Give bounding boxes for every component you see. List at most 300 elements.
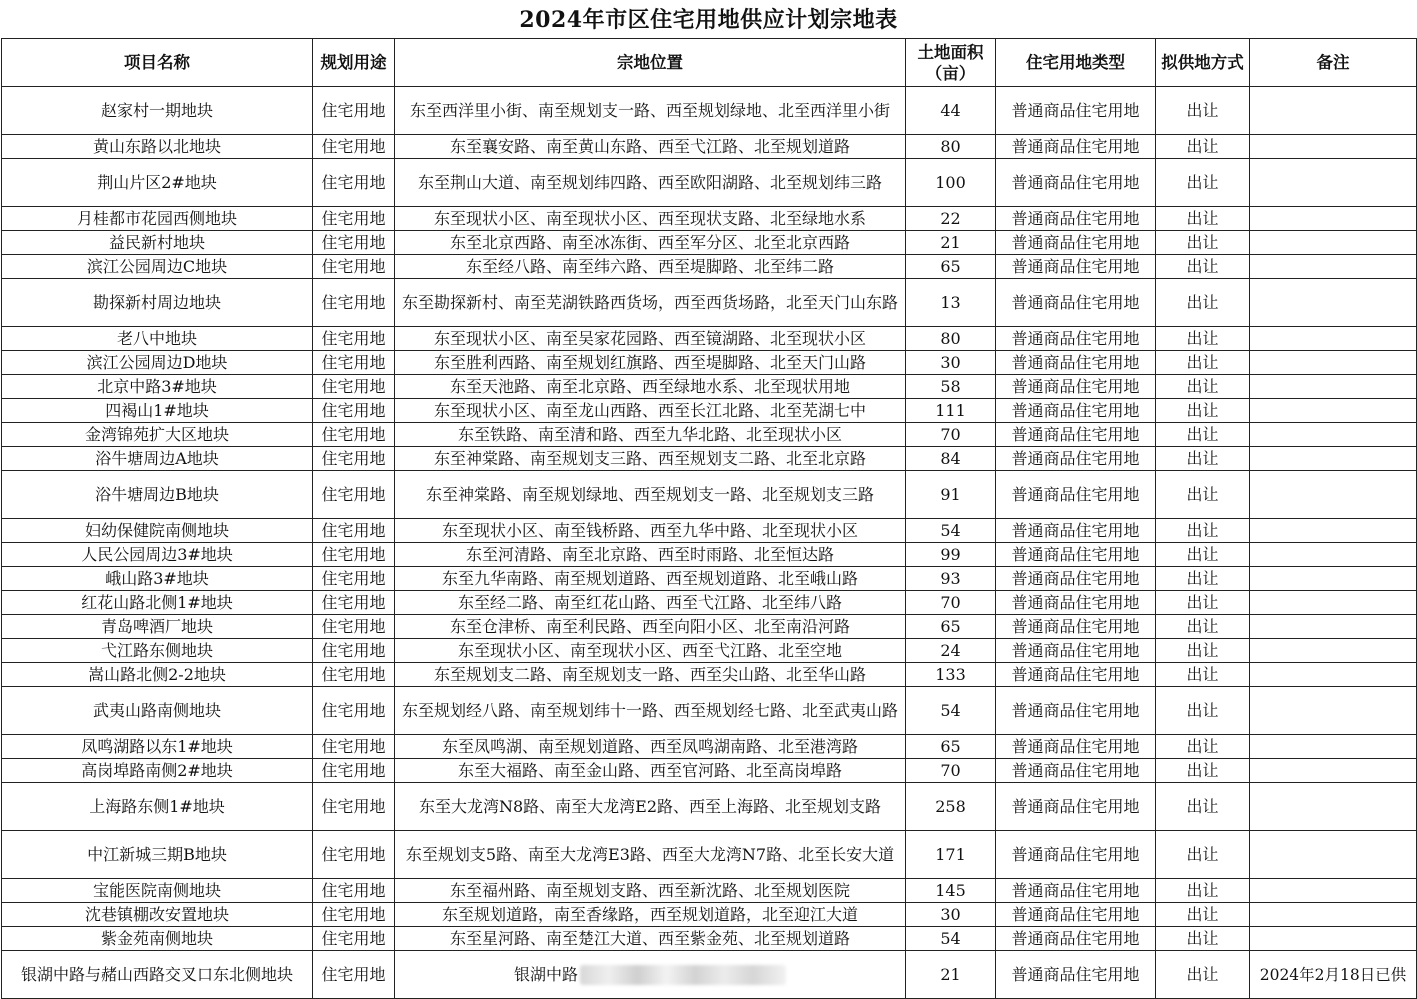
planned-use-text: 住宅用地: [321, 256, 386, 276]
land-area-cell: [906, 951, 996, 999]
table-row: [2, 255, 1417, 279]
supply-method-cell: [1156, 903, 1250, 927]
table-row: [2, 135, 1417, 159]
location-text: 东至大龙湾N8路、南至大龙湾E2路、西至上海路、北至规划支路: [418, 796, 882, 816]
location-cell: [395, 471, 906, 519]
planned-use-text: 住宅用地: [321, 544, 386, 564]
housing-type-cell: [996, 759, 1156, 783]
housing-type-cell: [996, 423, 1156, 447]
supply-method-text: 出让: [1186, 520, 1219, 540]
planned-use-cell: [313, 879, 395, 903]
project-name-text: 凤鸣湖路以东1#地块: [81, 736, 233, 756]
housing-type-text: 普通商品住宅用地: [1011, 928, 1140, 948]
planned-use-text: 住宅用地: [321, 928, 386, 948]
planned-use-cell: [313, 399, 395, 423]
remark-cell: [1250, 423, 1417, 447]
housing-type-text: 普通商品住宅用地: [1011, 400, 1140, 420]
supply-method-cell: [1156, 879, 1250, 903]
project-name-text: 四褐山1#地块: [105, 400, 209, 420]
land-area-cell: [906, 831, 996, 879]
location-text: 东至现状小区、南至钱桥路、西至九华中路、北至现状小区: [441, 520, 858, 540]
land-area-cell: [906, 639, 996, 663]
planned-use-cell: [313, 327, 395, 351]
planned-use-text: 住宅用地: [321, 964, 386, 984]
location-text: 东至福州路、南至规划支路、西至新沈路、北至规划医院: [449, 880, 850, 900]
land-area-text: 65: [940, 616, 961, 636]
project-name-text: 荆山片区2#地块: [97, 172, 217, 192]
planned-use-text: 住宅用地: [321, 736, 386, 756]
land-area-cell: [906, 231, 996, 255]
location-text: 东至经二路、南至红花山路、西至弋江路、北至纬八路: [457, 592, 842, 612]
supply-method-cell: [1156, 759, 1250, 783]
land-area-text: 133: [935, 664, 966, 684]
land-area-text: 80: [940, 328, 961, 348]
planned-use-text: 住宅用地: [321, 880, 386, 900]
land-area-cell: [906, 567, 996, 591]
location-cell: [395, 327, 906, 351]
location-cell: [395, 663, 906, 687]
table-row: [2, 879, 1417, 903]
project-name-text: 峨山路3#地块: [105, 568, 209, 588]
land-area-text: 100: [935, 172, 966, 192]
planned-use-cell: [313, 279, 395, 327]
remark-cell: [1250, 879, 1417, 903]
table-row: [2, 207, 1417, 231]
land-area-text: 21: [940, 232, 961, 252]
land-area-text: 171: [935, 844, 966, 864]
project-name-cell: [2, 567, 313, 591]
supply-method-text: 出让: [1186, 796, 1219, 816]
planned-use-cell: [313, 663, 395, 687]
housing-type-cell: [996, 87, 1156, 135]
location-cell: [395, 447, 906, 471]
supply-method-text: 出让: [1186, 328, 1219, 348]
planned-use-text: 住宅用地: [321, 172, 386, 192]
location-text: 东至天池路、南至北京路、西至绿地水系、北至现状用地: [449, 376, 850, 396]
supply-method-text: 出让: [1186, 592, 1219, 612]
remark-cell: [1250, 615, 1417, 639]
table-body: [2, 87, 1417, 999]
location-cell: [395, 207, 906, 231]
land-area-text: 13: [940, 292, 961, 312]
land-area-text: 84: [940, 448, 961, 468]
remark-cell: [1250, 87, 1417, 135]
land-area-cell: [906, 375, 996, 399]
housing-type-cell: [996, 471, 1156, 519]
housing-type-cell: [996, 447, 1156, 471]
planned-use-cell: [313, 591, 395, 615]
location-cell: [395, 87, 906, 135]
planned-use-text: 住宅用地: [321, 292, 386, 312]
land-area-cell: [906, 351, 996, 375]
supply-method-cell: [1156, 279, 1250, 327]
table-row: [2, 375, 1417, 399]
housing-type-cell: [996, 159, 1156, 207]
remark-cell: [1250, 687, 1417, 735]
housing-type-cell: [996, 255, 1156, 279]
project-name-text: 金湾锦苑扩大区地块: [84, 424, 229, 444]
remark-cell: [1250, 447, 1417, 471]
project-name-cell: [2, 399, 313, 423]
location-cell: [395, 519, 906, 543]
housing-type-text: 普通商品住宅用地: [1011, 664, 1140, 684]
land-area-text: 111: [935, 400, 966, 420]
supply-method-cell: [1156, 615, 1250, 639]
project-name-text: 浴牛塘周边B地块: [95, 484, 219, 504]
housing-type-text: 普通商品住宅用地: [1011, 592, 1140, 612]
land-area-text: 80: [940, 136, 961, 156]
header-land-area: 土地面积（亩）: [906, 39, 996, 87]
project-name-cell: [2, 207, 313, 231]
project-name-cell: [2, 279, 313, 327]
remark-cell: [1250, 831, 1417, 879]
supply-method-text: 出让: [1186, 664, 1219, 684]
housing-type-cell: [996, 927, 1156, 951]
location-text: 东至仓津桥、南至利民路、西至向阳小区、北至南沿河路: [449, 616, 850, 636]
planned-use-cell: [313, 735, 395, 759]
project-name-cell: [2, 327, 313, 351]
project-name-text: 益民新村地块: [108, 232, 205, 252]
land-area-cell: [906, 399, 996, 423]
housing-type-text: 普通商品住宅用地: [1011, 292, 1140, 312]
housing-type-text: 普通商品住宅用地: [1011, 136, 1140, 156]
supply-method-cell: [1156, 423, 1250, 447]
housing-type-cell: [996, 327, 1156, 351]
planned-use-text: 住宅用地: [321, 448, 386, 468]
planned-use-cell: [313, 375, 395, 399]
land-area-cell: [906, 903, 996, 927]
land-area-text: 93: [940, 568, 961, 588]
supply-method-text: 出让: [1186, 928, 1219, 948]
project-name-text: 人民公园周边3#地块: [81, 544, 233, 564]
planned-use-cell: [313, 687, 395, 735]
planned-use-text: 住宅用地: [321, 700, 386, 720]
land-area-cell: [906, 663, 996, 687]
land-area-text: 258: [935, 796, 966, 816]
project-name-text: 黄山东路以北地块: [92, 136, 221, 156]
supply-method-cell: [1156, 519, 1250, 543]
planned-use-cell: [313, 471, 395, 519]
location-cell: [395, 399, 906, 423]
project-name-cell: [2, 783, 313, 831]
location-cell: [395, 783, 906, 831]
planned-use-text: 住宅用地: [321, 376, 386, 396]
project-name-text: 红花山路北侧1#地块: [81, 592, 233, 612]
remark-cell: [1250, 279, 1417, 327]
remark-cell: [1250, 927, 1417, 951]
location-cell: [395, 927, 906, 951]
location-text: 东至现状小区、南至现状小区、西至现状支路、北至绿地水系: [433, 208, 866, 228]
table-row: [2, 831, 1417, 879]
table-row: [2, 567, 1417, 591]
supply-method-text: 出让: [1186, 256, 1219, 276]
location-text: 东至神棠路、南至规划绿地、西至规划支一路、北至规划支三路: [425, 484, 874, 504]
planned-use-text: 住宅用地: [321, 568, 386, 588]
project-name-cell: [2, 951, 313, 999]
land-area-cell: [906, 783, 996, 831]
supply-method-text: 出让: [1186, 844, 1219, 864]
remark-cell: [1250, 543, 1417, 567]
housing-type-cell: [996, 663, 1156, 687]
housing-type-text: 普通商品住宅用地: [1011, 844, 1140, 864]
header-planned-use: 规划用途: [313, 39, 395, 87]
location-text: 东至襄安路、南至黄山东路、西至弋江路、北至规划道路: [449, 136, 850, 156]
project-name-text: 上海路东侧1#地块: [89, 796, 225, 816]
land-area-text: 70: [940, 424, 961, 444]
location-cell: [395, 375, 906, 399]
supply-method-text: 出让: [1186, 208, 1219, 228]
housing-type-text: 普通商品住宅用地: [1011, 640, 1140, 660]
project-name-cell: [2, 159, 313, 207]
project-name-cell: [2, 591, 313, 615]
supply-method-cell: [1156, 543, 1250, 567]
supply-method-text: 出让: [1186, 424, 1219, 444]
project-name-cell: [2, 135, 313, 159]
redacted-blur-overlay: [580, 965, 786, 985]
table-row: [2, 783, 1417, 831]
location-text: 东至大福路、南至金山路、西至官河路、北至高岗埠路: [457, 760, 842, 780]
supply-method-text: 出让: [1186, 568, 1219, 588]
project-name-text: 北京中路3#地块: [97, 376, 217, 396]
planned-use-text: 住宅用地: [321, 352, 386, 372]
land-area-cell: [906, 927, 996, 951]
location-text: 东至九华南路、南至规划道路、西至规划道路、北至峨山路: [441, 568, 858, 588]
land-area-cell: [906, 327, 996, 351]
housing-type-text: 普通商品住宅用地: [1011, 424, 1140, 444]
land-area-text: 22: [940, 208, 961, 228]
supply-method-cell: [1156, 663, 1250, 687]
location-text: 东至经八路、南至纬六路、西至堤脚路、北至纬二路: [465, 256, 834, 276]
supply-method-text: 出让: [1186, 904, 1219, 924]
planned-use-cell: [313, 159, 395, 207]
location-text: 东至河清路、南至北京路、西至时雨路、北至恒达路: [465, 544, 834, 564]
planned-use-cell: [313, 759, 395, 783]
land-area-cell: [906, 87, 996, 135]
planned-use-cell: [313, 135, 395, 159]
land-area-text: 54: [940, 520, 961, 540]
land-area-text: 145: [935, 880, 966, 900]
supply-method-cell: [1156, 831, 1250, 879]
housing-type-text: 普通商品住宅用地: [1011, 760, 1140, 780]
location-cell: [395, 231, 906, 255]
housing-type-text: 普通商品住宅用地: [1011, 520, 1140, 540]
location-text: 东至北京西路、南至冰冻街、西至军分区、北至北京西路: [449, 232, 850, 252]
housing-type-cell: [996, 207, 1156, 231]
supply-method-cell: [1156, 207, 1250, 231]
supply-method-cell: [1156, 399, 1250, 423]
supply-method-cell: [1156, 639, 1250, 663]
housing-type-text: 普通商品住宅用地: [1011, 232, 1140, 252]
supply-method-text: 出让: [1186, 448, 1219, 468]
land-area-cell: [906, 447, 996, 471]
supply-method-cell: [1156, 327, 1250, 351]
housing-type-cell: [996, 135, 1156, 159]
table-row: [2, 735, 1417, 759]
location-text: 东至规划道路，南至香缘路，西至规划道路，北至迎江大道: [441, 904, 858, 924]
header-supply-method: 拟供地方式: [1156, 39, 1250, 87]
project-name-cell: [2, 231, 313, 255]
land-area-text: 30: [940, 904, 961, 924]
housing-type-text: 普通商品住宅用地: [1011, 208, 1140, 228]
remark-cell: [1250, 759, 1417, 783]
housing-type-cell: [996, 375, 1156, 399]
housing-type-cell: [996, 879, 1156, 903]
project-name-cell: [2, 615, 313, 639]
housing-type-cell: [996, 903, 1156, 927]
planned-use-text: 住宅用地: [321, 592, 386, 612]
project-name-text: 嵩山路北侧2-2地块: [88, 664, 226, 684]
supply-method-cell: [1156, 159, 1250, 207]
land-area-cell: [906, 159, 996, 207]
supply-method-cell: [1156, 591, 1250, 615]
location-cell: [395, 879, 906, 903]
land-area-cell: [906, 207, 996, 231]
location-text: 东至现状小区、南至现状小区、西至弋江路、北至空地: [457, 640, 842, 660]
header-location: 宗地位置: [395, 39, 906, 87]
land-area-text: 65: [940, 256, 961, 276]
supply-method-text: 出让: [1186, 292, 1219, 312]
land-area-cell: [906, 543, 996, 567]
location-cell: [395, 759, 906, 783]
planned-use-cell: [313, 423, 395, 447]
location-cell: [395, 423, 906, 447]
location-cell: [395, 639, 906, 663]
project-name-cell: [2, 351, 313, 375]
project-name-text: 宝能医院南侧地块: [92, 880, 221, 900]
project-name-cell: [2, 687, 313, 735]
table-row: [2, 543, 1417, 567]
table-row: [2, 615, 1417, 639]
table-row: [2, 447, 1417, 471]
supply-method-text: 出让: [1186, 760, 1219, 780]
supply-method-cell: [1156, 231, 1250, 255]
housing-type-cell: [996, 399, 1156, 423]
supply-method-cell: [1156, 375, 1250, 399]
land-area-text: 24: [940, 640, 961, 660]
project-name-cell: [2, 903, 313, 927]
planned-use-text: 住宅用地: [321, 664, 386, 684]
planned-use-text: 住宅用地: [321, 100, 386, 120]
land-area-text: 70: [940, 592, 961, 612]
land-area-text: 91: [940, 484, 961, 504]
housing-type-text: 普通商品住宅用地: [1011, 964, 1140, 984]
land-area-text: 21: [940, 964, 961, 984]
project-name-text: 浴牛塘周边A地块: [95, 448, 219, 468]
supply-method-cell: [1156, 735, 1250, 759]
housing-type-text: 普通商品住宅用地: [1011, 796, 1140, 816]
location-cell: [395, 615, 906, 639]
project-name-text: 高岗埠路南侧2#地块: [81, 760, 233, 780]
table-row: [2, 231, 1417, 255]
project-name-text: 月桂都市花园西侧地块: [76, 208, 237, 228]
planned-use-text: 住宅用地: [321, 328, 386, 348]
housing-type-text: 普通商品住宅用地: [1011, 448, 1140, 468]
project-name-cell: [2, 927, 313, 951]
housing-type-cell: [996, 591, 1156, 615]
planned-use-text: 住宅用地: [321, 400, 386, 420]
header-remark: 备注: [1250, 39, 1417, 87]
table-row: [2, 279, 1417, 327]
land-area-cell: [906, 471, 996, 519]
housing-type-text: 普通商品住宅用地: [1011, 172, 1140, 192]
planned-use-cell: [313, 207, 395, 231]
housing-type-text: 普通商品住宅用地: [1011, 352, 1140, 372]
housing-type-cell: [996, 543, 1156, 567]
project-name-text: 滨江公园周边C地块: [86, 256, 228, 276]
housing-type-cell: [996, 951, 1156, 999]
project-name-cell: [2, 519, 313, 543]
project-name-cell: [2, 639, 313, 663]
table-row: [2, 951, 1417, 999]
supply-method-text: 出让: [1186, 400, 1219, 420]
supply-method-text: 出让: [1186, 700, 1219, 720]
supply-method-text: 出让: [1186, 544, 1219, 564]
location-text: 东至胜利西路、南至规划红旗路、西至堤脚路、北至天门山路: [433, 352, 866, 372]
location-text: 东至现状小区、南至吴家花园路、西至镜湖路、北至现状小区: [433, 328, 866, 348]
planned-use-cell: [313, 543, 395, 567]
remark-cell: [1250, 255, 1417, 279]
planned-use-text: 住宅用地: [321, 520, 386, 540]
remark-cell: [1250, 903, 1417, 927]
supply-method-text: 出让: [1186, 352, 1219, 372]
project-name-cell: [2, 375, 313, 399]
location-cell: [395, 831, 906, 879]
housing-type-text: 普通商品住宅用地: [1011, 376, 1140, 396]
location-text: 银湖中路: [513, 964, 578, 984]
header-housing-type: 住宅用地类型: [996, 39, 1156, 87]
housing-type-text: 普通商品住宅用地: [1011, 544, 1140, 564]
remark-cell: [1250, 567, 1417, 591]
project-name-cell: [2, 423, 313, 447]
land-area-text: 44: [940, 100, 961, 120]
planned-use-cell: [313, 255, 395, 279]
project-name-cell: [2, 255, 313, 279]
location-cell: [395, 255, 906, 279]
table-row: [2, 87, 1417, 135]
table-row: [2, 663, 1417, 687]
planned-use-text: 住宅用地: [321, 616, 386, 636]
project-name-cell: [2, 759, 313, 783]
table-row: [2, 687, 1417, 735]
location-text: 东至规划经八路、南至规划纬十一路、西至规划经七路、北至武夷山路: [401, 700, 898, 720]
location-cell: [395, 543, 906, 567]
housing-type-text: 普通商品住宅用地: [1011, 880, 1140, 900]
project-name-text: 中江新城三期B地块: [87, 844, 227, 864]
remark-text: 2024年2月18日已供: [1259, 965, 1407, 984]
remark-cell: [1250, 951, 1417, 999]
planned-use-text: 住宅用地: [321, 232, 386, 252]
table-row: [2, 351, 1417, 375]
project-name-cell: [2, 879, 313, 903]
housing-type-cell: [996, 735, 1156, 759]
supply-method-cell: [1156, 447, 1250, 471]
housing-type-text: 普通商品住宅用地: [1011, 700, 1140, 720]
header-row: [2, 39, 1417, 87]
table-row: [2, 423, 1417, 447]
supply-method-text: 出让: [1186, 136, 1219, 156]
planned-use-cell: [313, 519, 395, 543]
planned-use-cell: [313, 231, 395, 255]
land-area-cell: [906, 879, 996, 903]
remark-cell: [1250, 663, 1417, 687]
land-area-cell: [906, 735, 996, 759]
location-cell: [395, 903, 906, 927]
location-cell: [395, 567, 906, 591]
project-name-text: 沈巷镇棚改安置地块: [84, 904, 229, 924]
planned-use-cell: [313, 447, 395, 471]
supply-method-text: 出让: [1186, 232, 1219, 252]
land-area-text: 99: [940, 544, 961, 564]
